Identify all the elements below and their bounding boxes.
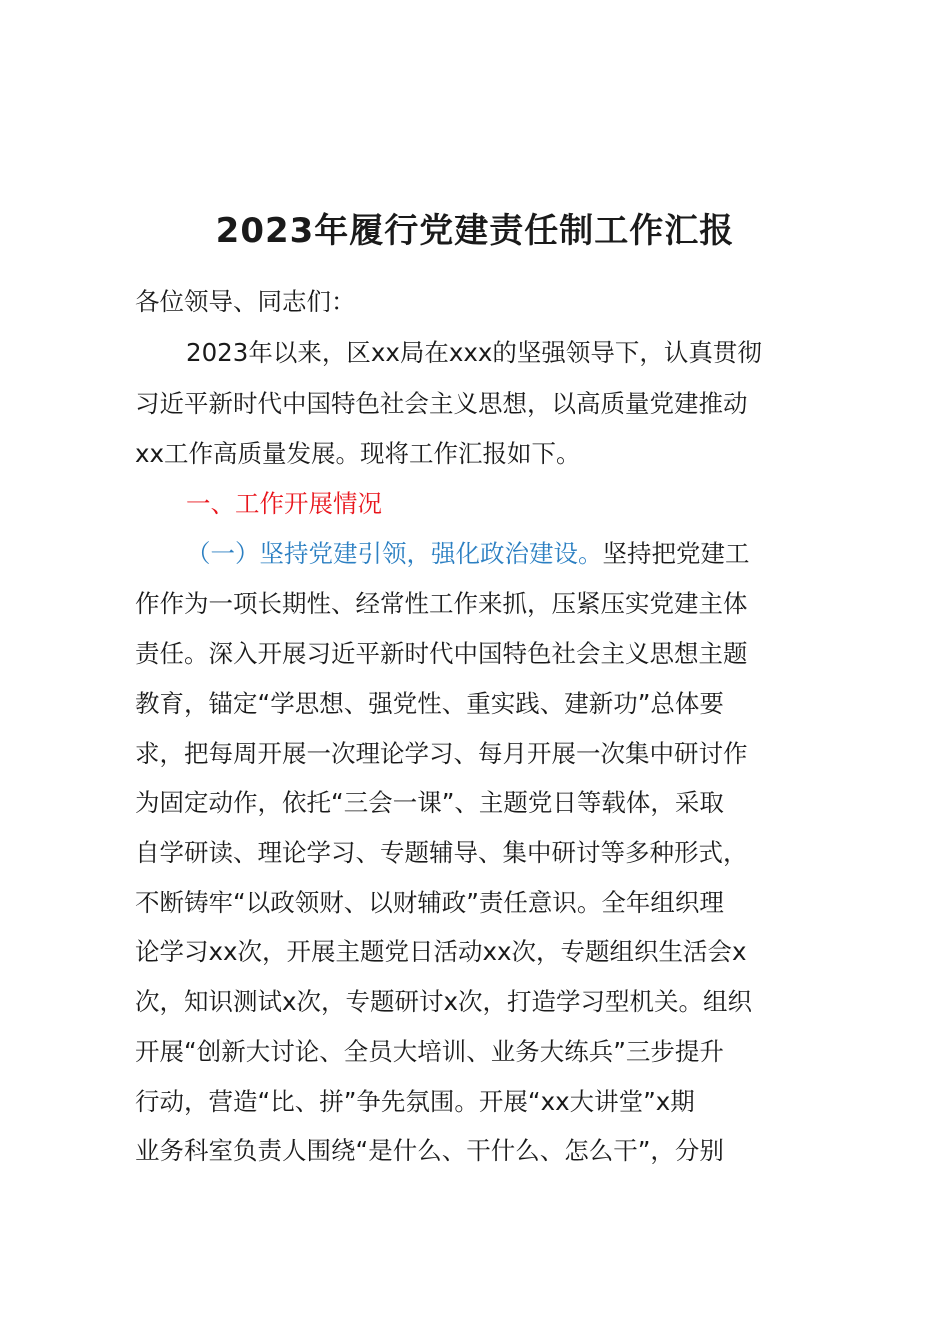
subsection-lead-text: 坚持把党建工 — [602, 539, 750, 568]
document-title: 2023年履行党建责任制工作汇报 — [215, 211, 735, 251]
body-line: 责任。深入开展习近平新时代中国特色社会主义思想主题 — [135, 639, 748, 668]
section-heading: 一、工作开展情况 — [186, 489, 382, 518]
body-line: 教育，锚定“学思想、强党性、重实践、建新功”总体要 — [135, 689, 724, 718]
body-line: 论学习xx次，开展主题党日活动xx次，专题组织生活会x — [135, 937, 747, 966]
body-line: 业务科室负责人围绕“是什么、干什么、怎么干”，分别 — [135, 1136, 724, 1165]
body-line: 求，把每周开展一次理论学习、每月开展一次集中研讨作 — [135, 739, 748, 768]
body-line: 不断铸牢“以政领财、以财辅政”责任意识。全年组织理 — [135, 888, 724, 917]
body-line: 行动，营造“比、拼”争先氛围。开展“xx大讲堂”x期 — [135, 1087, 695, 1116]
intro-line: xx工作高质量发展。现将工作汇报如下。 — [135, 439, 581, 468]
subsection-paragraph-first-line — [186, 534, 750, 574]
intro-line: 2023年以来，区xx局在xxx的坚强领导下，认真贯彻 — [186, 338, 762, 367]
body-line: 开展“创新大讨论、全员大培训、业务大练兵”三步提升 — [135, 1037, 724, 1066]
body-line: 作作为一项长期性、经常性工作来抓，压紧压实党建主体 — [135, 589, 748, 618]
salutation: 各位领导、同志们： — [135, 287, 356, 316]
body-line: 为固定动作，依托“三会一课”、主题党日等载体，采取 — [135, 788, 724, 817]
subsection-heading: （一）坚持党建引领，强化政治建设。 — [186, 539, 603, 568]
body-line: 次，知识测试x次，专题研讨x次，打造学习型机关。组织 — [135, 987, 752, 1016]
body-line: 自学研读、理论学习、专题辅导、集中研讨等多种形式， — [135, 838, 748, 867]
intro-line: 习近平新时代中国特色社会主义思想，以高质量党建推动 — [135, 389, 748, 418]
